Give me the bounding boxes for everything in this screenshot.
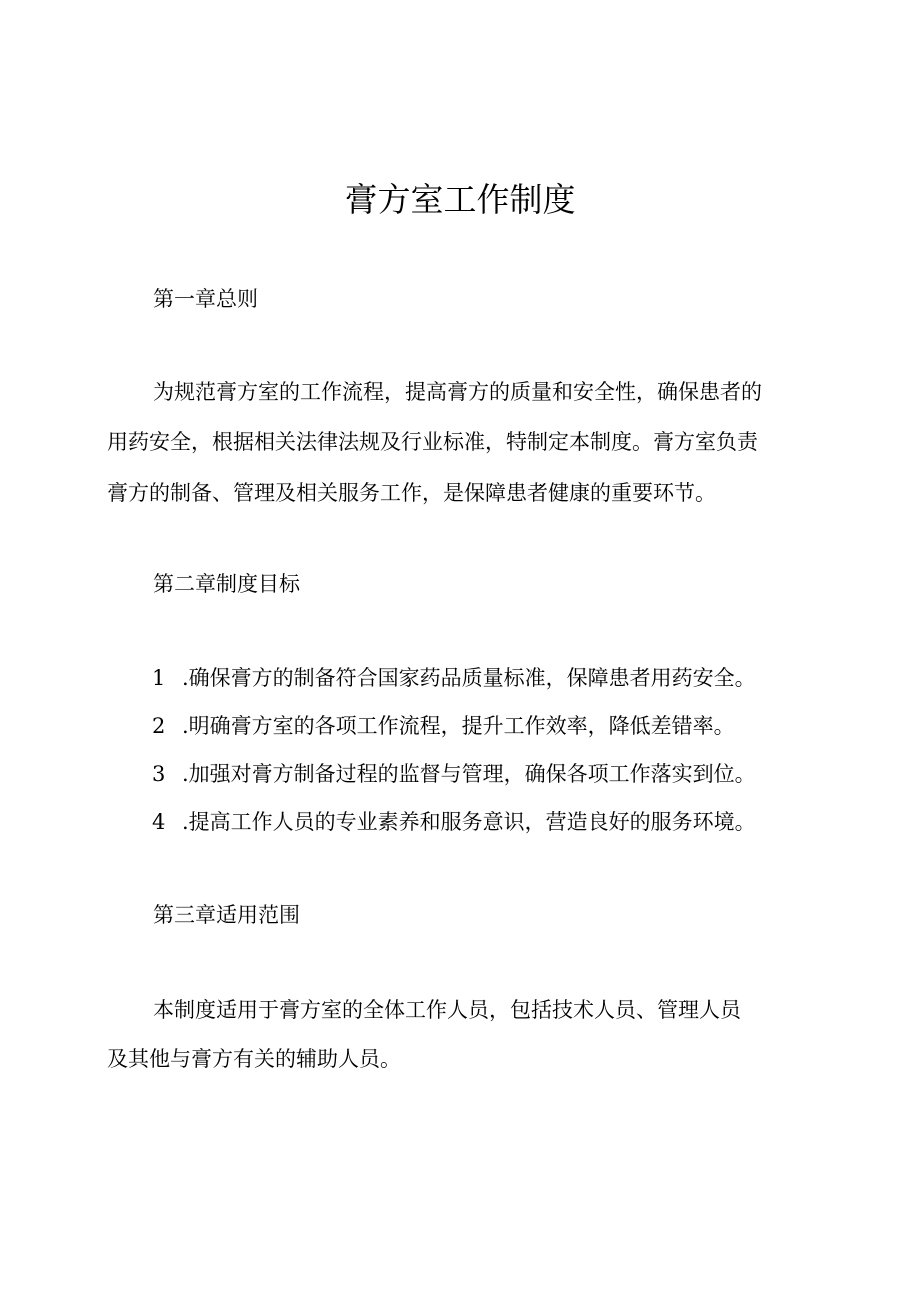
goal-item-text: .提高工作人员的专业素养和服务意识，营造良好的服务环境。 — [182, 810, 756, 834]
chapter3-line-2: 及其他与膏方有关的辅助人员。 — [107, 1047, 401, 1071]
goal-item-text: .确保膏方的制备符合国家药品质量标准，保障患者用药安全。 — [182, 666, 756, 690]
chapter1-line-2: 用药安全，根据相关法律法规及行业标准，特制定本制度。膏方室负责 — [107, 430, 758, 454]
chapter3-heading: 第三章适用范围 — [153, 903, 300, 927]
goal-item-2 — [152, 712, 735, 740]
goal-item-text: .加强对膏方制备过程的监督与管理，确保各项工作落实到位。 — [182, 762, 756, 786]
goal-item-number: 2 — [152, 714, 166, 738]
chapter2-heading: 第二章制度目标 — [153, 572, 300, 596]
goal-item-4 — [152, 808, 756, 836]
document-title: 膏方室工作制度 — [344, 180, 576, 219]
goal-item-text: .明确膏方室的各项工作流程，提升工作效率，降低差错率。 — [182, 714, 735, 738]
goal-item-1 — [152, 664, 756, 692]
goal-item-3 — [152, 760, 756, 788]
chapter1-line-3: 膏方的制备、管理及相关服务工作，是保障患者健康的重要环节。 — [107, 481, 716, 505]
goal-item-number: 1 — [152, 666, 166, 690]
chapter1-heading: 第一章总则 — [153, 287, 258, 311]
chapter3-line-1: 本制度适用于膏方室的全体工作人员，包括技术人员、管理人员 — [153, 998, 741, 1022]
goal-item-number: 4 — [152, 810, 166, 834]
chapter1-line-1: 为规范膏方室的工作流程，提高膏方的质量和安全性，确保患者的 — [153, 380, 762, 404]
goal-item-number: 3 — [152, 762, 166, 786]
